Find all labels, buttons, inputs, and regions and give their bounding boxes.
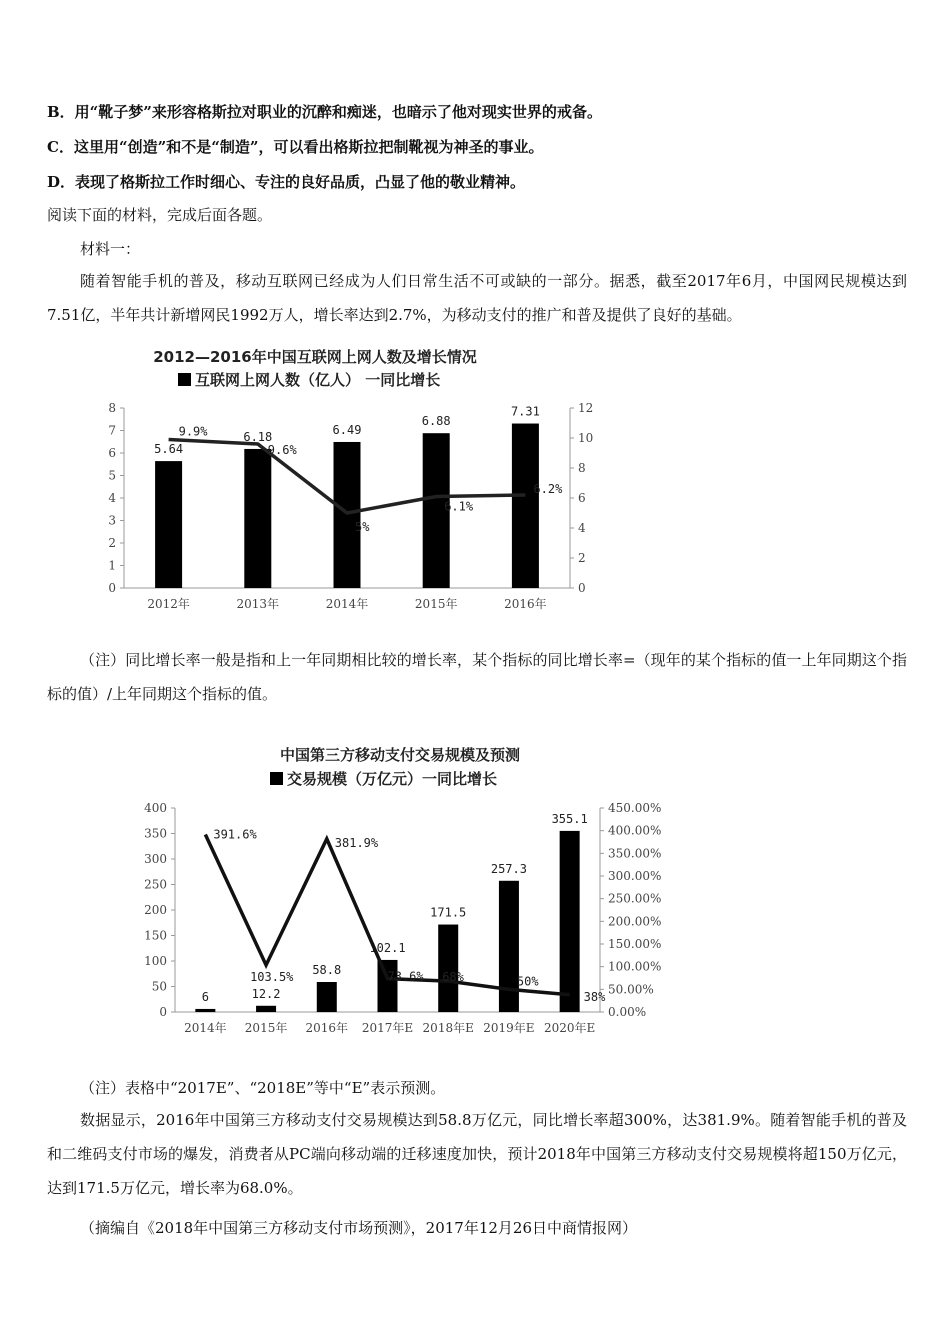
left-tick-label: 250 bbox=[144, 877, 167, 892]
left-tick-label: 5 bbox=[108, 468, 116, 483]
bar-value-label: 355.1 bbox=[551, 811, 588, 826]
bar-value-label: 257.3 bbox=[490, 861, 527, 876]
left-tick-label: 3 bbox=[108, 513, 116, 528]
right-tick-label: 150.00% bbox=[608, 937, 662, 951]
right-tick-label: 100.00% bbox=[608, 959, 662, 974]
growth-rate-label: 50% bbox=[516, 974, 539, 989]
bar-value-label: 102.1 bbox=[369, 940, 406, 955]
growth-rate-label: 9.6% bbox=[267, 443, 297, 457]
category-label: 2012年 bbox=[147, 597, 190, 611]
left-tick-label: 1 bbox=[108, 558, 116, 573]
bar bbox=[244, 449, 271, 588]
material-label: 材料一： bbox=[80, 240, 141, 258]
category-label: 2013年 bbox=[236, 597, 280, 611]
right-tick-label: 450.00% bbox=[608, 801, 662, 815]
legend-text: 交易规模（万亿元）一同比增长 bbox=[287, 770, 498, 788]
category-label: 2014年 bbox=[184, 1021, 227, 1035]
left-tick-label: 100 bbox=[144, 954, 167, 968]
bar-value-label: 171.5 bbox=[430, 905, 467, 920]
bar bbox=[155, 461, 182, 588]
category-label: 2019年E bbox=[483, 1021, 535, 1035]
growth-rate-label: 5% bbox=[355, 520, 370, 534]
reading-instruction: 阅读下面的材料，完成后面各题。 bbox=[47, 206, 273, 224]
left-tick-label: 0 bbox=[108, 581, 116, 595]
left-tick-label: 150 bbox=[144, 928, 167, 943]
chart-title: 2012—2016年中国互联网上网人数及增长情况 bbox=[153, 348, 477, 366]
option-c: C．这里用“创造”和不是“制造”，可以看出格斯拉把制靴视为神圣的事业。 bbox=[47, 138, 544, 156]
bar-value-label: 6.49 bbox=[332, 422, 362, 437]
option-d: D．表现了格斯拉工作时细心、专注的良好品质，凸显了他的敬业精神。 bbox=[47, 173, 526, 191]
right-tick-label: 4 bbox=[578, 521, 586, 535]
paragraph-1: 随着智能手机的普及，移动互联网已经成为人们日常生活不可或缺的一部分。据悉，截至2017年6月，中国网民规模达到7.51亿，半年共计新增网民1992万人，增长率达到2.7%，为移动支付的推广和普及提供了良好的基础。 bbox=[47, 272, 907, 324]
right-tick-label: 0 bbox=[578, 581, 586, 595]
left-tick-label: 400 bbox=[144, 801, 167, 815]
growth-rate-label: 9.9% bbox=[178, 424, 208, 439]
bar-value-label: 58.8 bbox=[312, 963, 342, 978]
growth-rate-label: 68% bbox=[442, 970, 464, 985]
category-label: 2016年 bbox=[504, 597, 547, 611]
growth-rate-label: 103.5% bbox=[250, 970, 294, 985]
bar-value-label: 6.88 bbox=[421, 414, 451, 429]
category-label: 2020年E bbox=[543, 1021, 596, 1035]
growth-rate-label: 38% bbox=[583, 989, 606, 1004]
right-tick-label: 250.00% bbox=[608, 891, 662, 906]
category-label: 2017年E bbox=[361, 1021, 414, 1035]
chart-title: 中国第三方移动支付交易规模及预测 bbox=[279, 746, 521, 764]
left-tick-label: 0 bbox=[159, 1005, 167, 1019]
growth-rate-label: 381.9% bbox=[334, 835, 379, 850]
left-tick-label: 2 bbox=[108, 536, 116, 550]
category-label: 2015年 bbox=[244, 1021, 288, 1035]
bar-value-label: 7.31 bbox=[510, 404, 540, 419]
growth-rate-label: 6.1% bbox=[444, 499, 474, 514]
bar bbox=[256, 1006, 276, 1012]
bar bbox=[378, 960, 398, 1012]
bar-value-label: 5.64 bbox=[154, 442, 184, 457]
source-citation: （摘编自《2018年中国第三方移动支付市场预测》，2017年12月26日中商情报网） bbox=[80, 1219, 638, 1237]
bar-value-label: 12.2 bbox=[251, 986, 281, 1001]
right-tick-label: 200.00% bbox=[608, 914, 662, 929]
right-tick-label: 6 bbox=[578, 491, 586, 505]
legend-swatch bbox=[178, 373, 191, 386]
right-tick-label: 400.00% bbox=[608, 823, 662, 838]
internet-users-chart bbox=[90, 340, 620, 625]
left-tick-label: 300 bbox=[144, 852, 167, 866]
growth-rate-label: 6.2% bbox=[533, 482, 563, 496]
left-tick-label: 8 bbox=[108, 401, 116, 415]
growth-rate-label: 391.6% bbox=[213, 827, 257, 842]
category-label: 2014年 bbox=[325, 597, 369, 611]
legend-swatch bbox=[270, 772, 283, 785]
right-tick-label: 12 bbox=[578, 401, 594, 415]
right-tick-label: 0.00% bbox=[608, 1005, 647, 1019]
category-label: 2018年E bbox=[422, 1021, 474, 1035]
note-2: （注）表格中“2017E”、“2018E”等中“E”表示预测。 bbox=[80, 1079, 446, 1097]
bar-value-label: 6.18 bbox=[243, 429, 273, 444]
bar bbox=[334, 442, 361, 588]
right-tick-label: 300.00% bbox=[608, 869, 662, 883]
bar bbox=[499, 881, 519, 1012]
left-tick-label: 50 bbox=[151, 979, 167, 994]
legend-text: 互联网上网人数（亿人） 一同比增长 bbox=[195, 371, 441, 389]
right-tick-label: 2 bbox=[578, 551, 586, 565]
paragraph-2: 数据显示，2016年中国第三方移动支付交易规模达到58.8万亿元，同比增长率超300%，达381.9%。随着智能手机的普及和二维码支付市场的爆发，消费者从PC端向移动端的迁移速度加快，预计2018年中国第三方移动支付交易规模将超150万亿元，达到171.5万亿元，增长率为68.0%。 bbox=[47, 1111, 907, 1197]
bar bbox=[195, 1009, 215, 1012]
left-tick-label: 4 bbox=[108, 491, 116, 505]
category-label: 2016年 bbox=[305, 1021, 349, 1035]
category-label: 2015年 bbox=[414, 597, 458, 611]
bar bbox=[560, 831, 580, 1012]
growth-rate-label: 73.6% bbox=[387, 969, 424, 984]
left-tick-label: 6 bbox=[108, 446, 116, 460]
right-tick-label: 10 bbox=[578, 431, 594, 445]
right-tick-label: 50.00% bbox=[608, 982, 654, 997]
left-tick-label: 200 bbox=[144, 903, 167, 917]
note-1: （注）同比增长率一般是指和上一年同期相比较的增长率，某个指标的同比增长率=（现年的某个指标的值一上年同期这个指标的值）/上年同期这个指标的值。 bbox=[47, 651, 907, 703]
bar bbox=[438, 925, 458, 1012]
left-tick-label: 350 bbox=[144, 826, 167, 841]
bar bbox=[512, 424, 539, 588]
right-tick-label: 8 bbox=[578, 461, 586, 475]
right-tick-label: 350.00% bbox=[608, 846, 662, 861]
bar-value-label: 6 bbox=[201, 989, 209, 1004]
option-b: B．用“靴子梦”来形容格斯拉对职业的沉醉和痴迷，也暗示了他对现实世界的戒备。 bbox=[47, 103, 602, 121]
left-tick-label: 7 bbox=[108, 423, 116, 438]
mobile-payment-chart bbox=[130, 738, 670, 1048]
bar bbox=[317, 982, 337, 1012]
